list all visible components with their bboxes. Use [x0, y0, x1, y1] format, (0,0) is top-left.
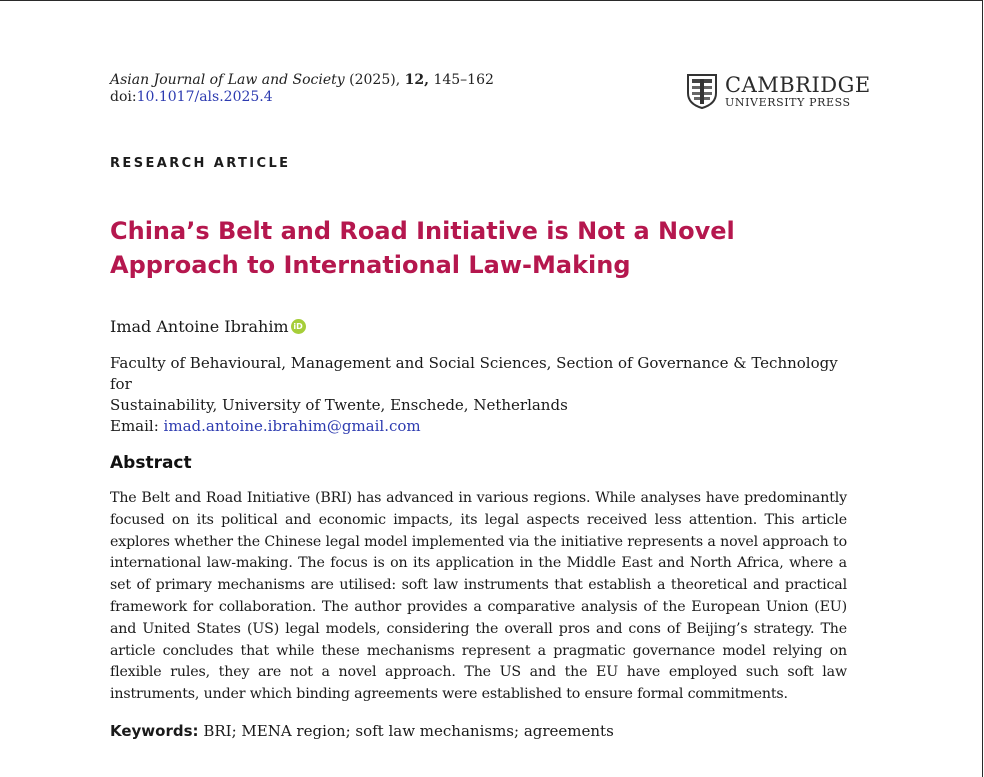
- affiliation-line-1: Faculty of Behavioural, Management and Social Sciences, Section of Governance & Technology for: [110, 354, 838, 393]
- author-line: [110, 317, 306, 336]
- journal-volume: 12,: [404, 72, 429, 88]
- email-line: [110, 416, 850, 437]
- doi-link[interactable]: 10.1017/als.2025.4: [136, 89, 273, 105]
- journal-year: (2025),: [349, 72, 401, 88]
- journal-pages: 145–162: [433, 72, 494, 88]
- email-label: Email:: [110, 417, 159, 435]
- email-link[interactable]: imad.antoine.ibrahim@gmail.com: [163, 417, 421, 435]
- affiliation-block: [110, 353, 850, 437]
- publisher-wordmark: [725, 72, 871, 109]
- affiliation-line-2: Sustainability, University of Twente, Enschede, Netherlands: [110, 396, 568, 414]
- publisher-subname: UNIVERSITY PRESS: [725, 95, 851, 109]
- citation-line: [110, 72, 494, 89]
- citation-block: [110, 72, 494, 106]
- journal-name: Asian Journal of Law and Society: [110, 72, 345, 88]
- doi-prefix: doi:: [110, 89, 137, 105]
- article-type-label: RESEARCH ARTICLE: [110, 156, 291, 171]
- title-line-2: Approach to International Law-Making: [110, 251, 631, 279]
- doi-line: [110, 89, 494, 106]
- abstract-heading: Abstract: [110, 453, 192, 473]
- orcid-icon[interactable]: iD: [291, 319, 306, 334]
- abstract-text: The Belt and Road Initiative (BRI) has advanced in various regions. While analyses have predominantly focused on its political and economic impacts, its legal aspects received less attention. This article explores whether the Chinese legal model implemented via the initiative represents a novel approach to international law-making. The focus is on its application in the Middle East and North Africa, where a set of primary mechanisms are utilised: soft law instruments that establish a theoretical and practical framework for collaboration. The author provides a comparative analysis of the European Union (EU) and United States (US) legal models, considering the overall pros and cons of Beijing’s strategy. The article concludes that while these mechanisms represent a pragmatic governance model relying on flexible rules, they are not a novel approach. The US and the EU have employed such soft law instruments, under which binding agreements were established to ensure formal commitments.: [110, 490, 847, 703]
- cambridge-logo: [686, 73, 871, 109]
- keywords-label: Keywords:: [110, 722, 199, 740]
- title-line-1: China’s Belt and Road Initiative is Not a Novel: [110, 217, 735, 245]
- publisher-name: CAMBRIDGE: [725, 72, 871, 97]
- author-name: Imad Antoine Ibrahim: [110, 317, 289, 336]
- cambridge-crest-icon: [686, 73, 718, 109]
- keywords-line: [110, 722, 614, 740]
- article-title: [110, 214, 810, 282]
- keywords-list: BRI; MENA region; soft law mechanisms; agreements: [203, 722, 614, 740]
